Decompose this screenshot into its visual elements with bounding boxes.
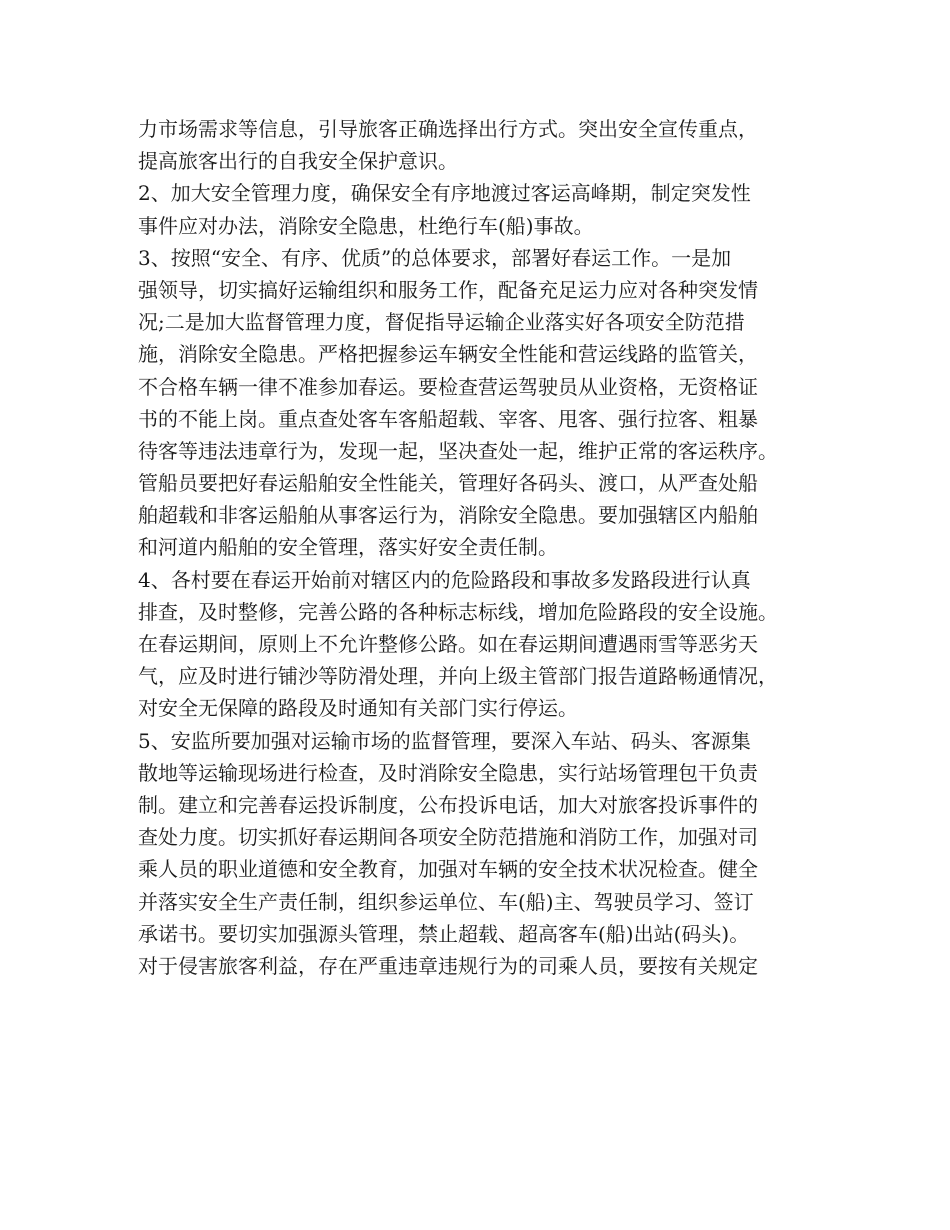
text-line: 气，应及时进行铺沙等防滑处理，并向上级主管部门报告道路畅通情况，	[138, 664, 778, 689]
text-line: 对安全无保障的路段及时通知有关部门实行停运。	[138, 696, 578, 721]
text-line: 事件应对办法，消除安全隐患，杜绝行车(船)事故。	[138, 213, 594, 238]
text-line: 管船员要把好春运船舶安全性能关，管理好各码头、渡口，从严查处船	[138, 471, 758, 496]
text-line: 5、安监所要加强对运输市场的监督管理，要深入车站、码头、客源集	[138, 728, 751, 753]
text-line: 查处力度。切实抓好春运期间各项安全防范措施和消防工作，加强对司	[138, 825, 758, 850]
text-line: 不合格车辆一律不准参加春运。要检查营运驾驶员从业资格，无资格证	[138, 374, 758, 399]
text-line: 2、加大安全管理力度，确保安全有序地渡过客运高峰期，制定突发性	[138, 181, 751, 206]
text-line: 乘人员的职业道德和安全教育，加强对车辆的安全技术状况检查。健全	[138, 857, 758, 882]
text-line: 力市场需求等信息，引导旅客正确选择出行方式。突出安全宣传重点，	[138, 117, 758, 141]
body-text	[138, 113, 838, 982]
text-line: 强领导，切实搞好运输组织和服务工作，配备充足运力应对各种突发情	[138, 277, 758, 302]
text-line: 并落实安全生产责任制，组织参运单位、车(船)主、驾驶员学习、签订	[138, 889, 754, 914]
text-line: 况;二是加大监督管理力度，督促指导运输企业落实好各项安全防范措	[138, 310, 745, 335]
text-line: 在春运期间，原则上不允许整修公路。如在春运期间遭遇雨雪等恶劣天	[138, 632, 758, 656]
text-line: 待客等违法违章行为，发现一起，坚决查处一起，维护正常的客运秩序。	[138, 438, 778, 463]
text-line: 对于侵害旅客利益，存在严重违章违规行为的司乘人员，要按有关规定	[138, 953, 758, 978]
text-line: 施，消除安全隐患。严格把握参运车辆安全性能和营运线路的监管关，	[138, 342, 758, 367]
text-line: 承诺书。要切实加强源头管理，禁止超载、超高客车(船)出站(码头)。	[138, 921, 750, 946]
text-line: 和河道内船舶的安全管理，落实好安全责任制。	[138, 535, 558, 560]
text-line: 排查，及时整修，完善公路的各种标志标线，增加危险路段的安全设施。	[138, 599, 778, 624]
text-line: 3、按照“安全、有序、优质”的总体要求，部署好春运工作。一是加	[138, 245, 732, 270]
text-line: 散地等运输现场进行检查，及时消除安全隐患，实行站场管理包干负责	[138, 760, 758, 785]
text-line: 书的不能上岗。重点查处客车客船超载、宰客、甩客、强行拉客、粗暴	[138, 406, 758, 431]
text-line: 提高旅客出行的自我安全保护意识。	[138, 149, 458, 174]
text-line: 4、各村要在春运开始前对辖区内的危险路段和事故多发路段进行认真	[138, 567, 751, 592]
text-line: 舶超载和非客运船舶从事客运行为，消除安全隐患。要加强辖区内船舶	[138, 503, 758, 528]
text-line: 制。建立和完善春运投诉制度，公布投诉电话，加大对旅客投诉事件的	[138, 792, 758, 817]
